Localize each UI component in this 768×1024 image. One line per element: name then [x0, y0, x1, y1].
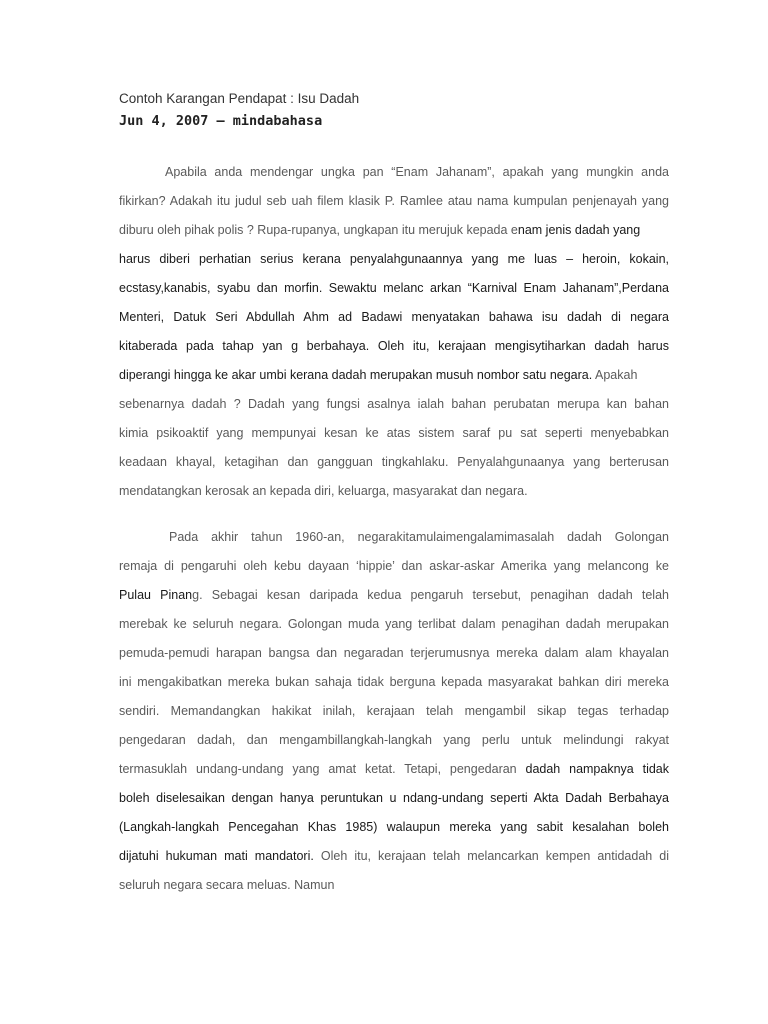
- paragraph-line: kimia psikoaktif yang mempunyai kesan ke atas sistem saraf pu sat seperti menyebabkan: [119, 426, 669, 440]
- paragraph-line: keadaan khayal, ketagihan dan gangguan tingkahlaku. Penyalahgunaanya yang berterusan: [119, 455, 669, 469]
- paragraph-line: diperangi hingga ke akar umbi kerana dadah merupakan musuh nombor satu negara. Apakah: [119, 368, 638, 382]
- paragraph-line: mendatangkan kerosak an kepada diri, keluarga, masyarakat dan negara.: [119, 484, 528, 498]
- paragraph-line: (Langkah-langkah Pencegahan Khas 1985) walaupun mereka yang sabit kesalahan boleh: [119, 820, 669, 834]
- paragraph-line: merebak ke seluruh negara. Golongan muda yang terlibat dalam penagihan dadah merupakan: [119, 617, 669, 631]
- paragraph-line: harus diberi perhatian serius kerana penyalahgunaannya yang me luas – heroin, kokain,: [119, 252, 669, 266]
- paragraph-line: termasuklah undang-undang yang amat ketat. Tetapi, pengedaran dadah nampaknya tidak: [119, 762, 670, 776]
- paragraph-line: Apabila anda mendengar ungka pan “Enam Jahanam”, apakah yang mungkin anda: [165, 165, 669, 179]
- paragraph-line: ini mengakibatkan mereka bukan sahaja tidak berguna kepada masyarakat bahkan diri mereka: [119, 675, 669, 689]
- post-date-author: Jun 4, 2007 — mindabahasa: [119, 113, 323, 129]
- paragraph-line: kitaberada pada tahap yan g berbahaya. Oleh itu, kerajaan mengisytiharkan dadah harus: [119, 339, 669, 353]
- document-title: Contoh Karangan Pendapat : Isu Dadah: [119, 91, 360, 106]
- paragraph-line: pengedaran dadah, dan mengambillangkah-langkah yang perlu untuk melindungi rakyat: [119, 733, 669, 747]
- paragraph-line: remaja di pengaruhi oleh kebu dayaan ‘hippie’ dan askar-askar Amerika yang melancong ke: [119, 559, 669, 573]
- paragraph-line: Pada akhir tahun 1960-an, negarakitamulaimengalamimasalah dadah Golongan: [169, 530, 669, 544]
- paragraph-line: pemuda-pemudi harapan bangsa dan negaradan terjerumusnya mereka dalam alam khayalan: [119, 646, 669, 660]
- paragraph-line: dijatuhi hukuman mati mandatori. Oleh itu, kerajaan telah melancarkan kempen antidadah di: [119, 849, 670, 863]
- paragraph-line: seluruh negara secara meluas. Namun: [119, 878, 335, 892]
- paragraph-line: diburu oleh pihak polis ? Rupa-rupanya, ungkapan itu merujuk kepada enam jenis dadah yang: [119, 223, 641, 237]
- paragraph-line: boleh diselesaikan dengan hanya peruntukan u ndang-undang seperti Akta Dadah Berbahaya: [119, 791, 669, 805]
- paragraph-line: Menteri, Datuk Seri Abdullah Ahm ad Badawi menyatakan bahawa isu dadah di negara: [119, 310, 669, 324]
- paragraph-line: fikirkan? Adakah itu judul seb uah filem klasik P. Ramlee atau nama kumpulan penjenayah yang: [119, 194, 669, 208]
- paragraph-line: sebenarnya dadah ? Dadah yang fungsi asalnya ialah bahan perubatan merupa kan bahan: [119, 397, 669, 411]
- paragraph-line: Pulau Pinang. Sebagai kesan daripada kedua pengaruh tersebut, penagihan dadah telah: [119, 588, 669, 602]
- paragraph-line: ecstasy,kanabis, syabu dan morfin. Sewaktu melanc arkan “Karnival Enam Jahanam”,Perdana: [119, 281, 669, 295]
- paragraph-line: sendiri. Memandangkan hakikat inilah, kerajaan telah mengambil sikap tegas terhadap: [119, 704, 669, 718]
